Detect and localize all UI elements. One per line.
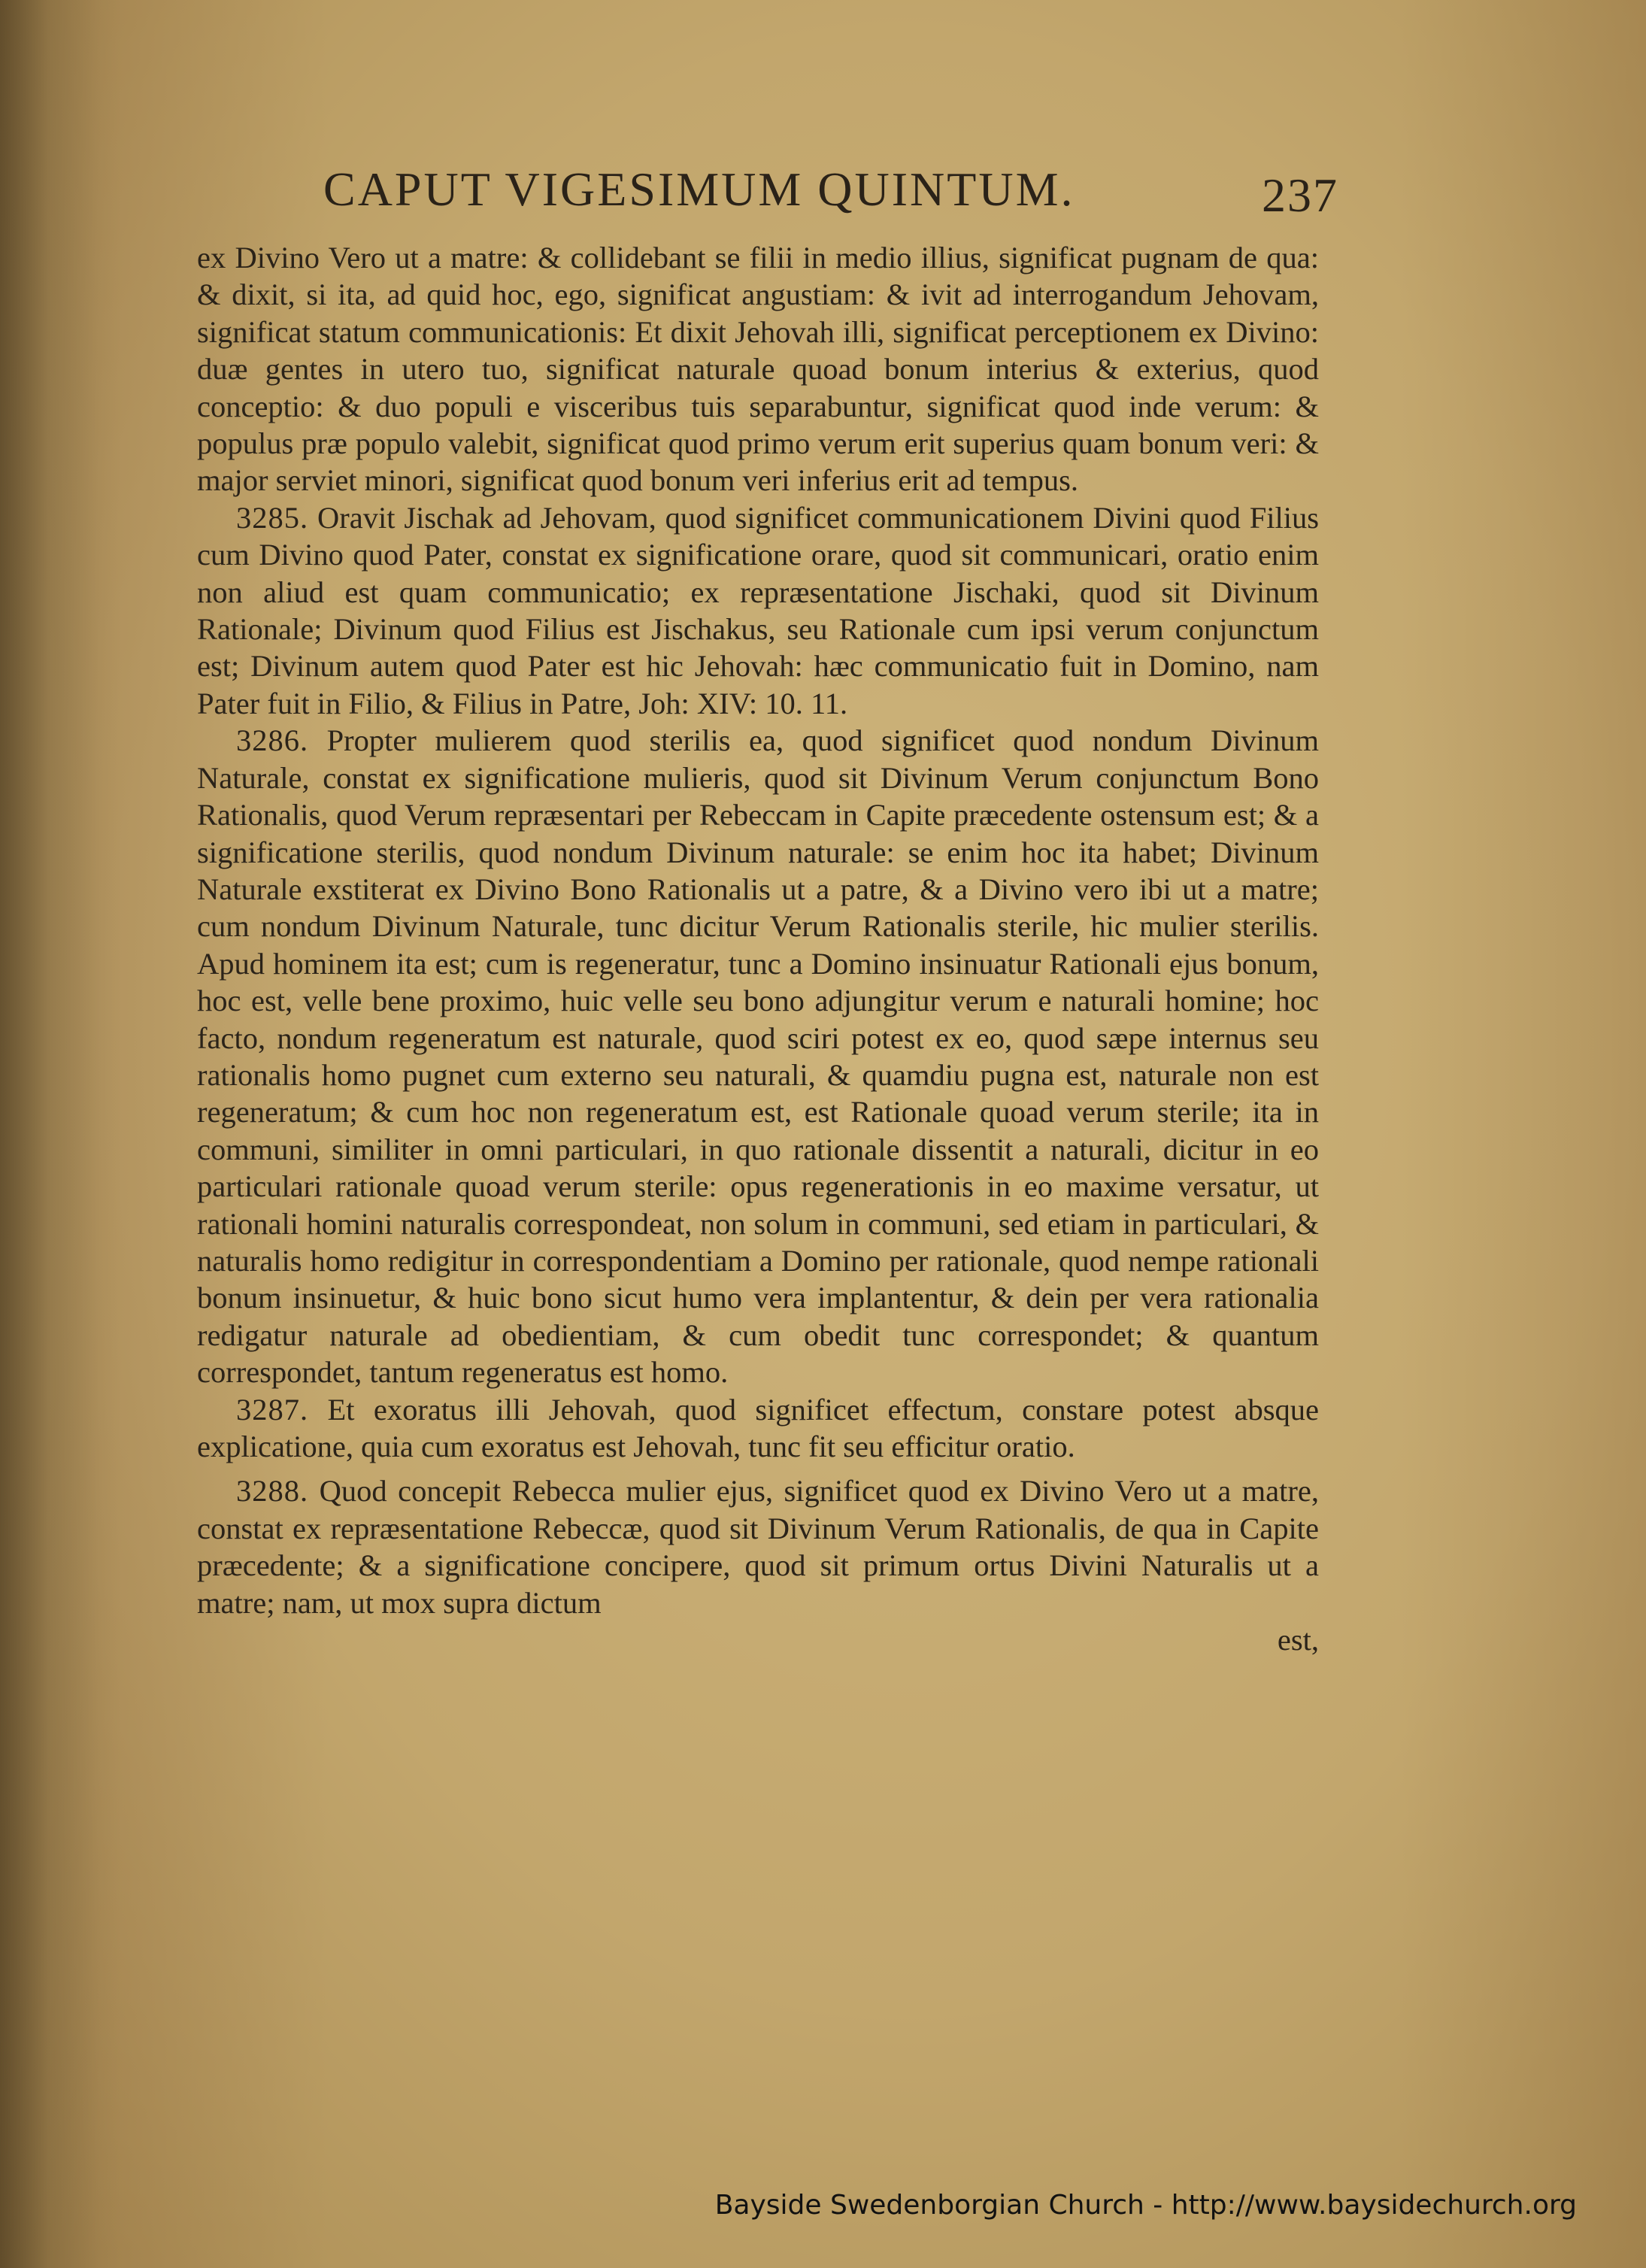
body-text bbox=[197, 239, 1319, 1939]
paragraph-text: Propter mulierem quod sterilis ea, quod significet quod nondum Divinum Naturale, constat ex significatione mulieris, quod sit Divinum Verum conjunctum Bono Rationalis, quod Verum repræsentari per Rebeccam in Capite præcedente ostensum est; & a significatione sterilis, quod nondum Divinum naturale: se enim hoc ita habet; Divinum Naturale exstiterat ex Divino Bono Rationalis ut a patre, & a Divino vero ibi ut a matre; cum nondum Divinum Naturale, tunc dicitur Verum Rationalis sterile, hic mulier sterilis. Apud hominem ita est; cum is regeneratur, tunc a Domino insinuatur Rationali ejus bonum, hoc est, velle bene proximo, huic velle seu bono adjungitur verum e naturali homine; hoc facto, nondum regeneratum est naturale, quod sciri potest ex eo, quod sæpe internus seu rationalis homo pugnet cum externo seu naturali, & quamdiu pugna est, naturale non est regeneratum; & cum hoc non regeneratum est, est Rationale quoad verum sterile; ita in communi, similiter in omni particulari, in quo rationale dissentit a naturali, dicitur in eo particulari rationale quoad verum sterile: opus regenerationis in eo maxime versatur, ut rationali homini naturalis correspondeat, non solum in communi, sed etiam in particulari, & naturalis homo redigitur in correspondentiam a Domino per rationale, quod nempe rationali bonum insinuetur, & huic bono sicut humo vera implantentur, & dein per vera rationalia redigatur naturale ad obedientiam, & cum obedit tunc correspondet; & quantum correspondet, tantum regeneratus est homo. bbox=[197, 723, 1319, 1390]
paragraph-3288 bbox=[197, 1472, 1319, 1621]
paragraph-number: 3287. bbox=[236, 1392, 309, 1427]
paragraph-3286 bbox=[197, 722, 1319, 1390]
paragraph-number: 3288. bbox=[236, 1474, 309, 1508]
paragraph-continuation bbox=[197, 239, 1319, 499]
paragraph-3287 bbox=[197, 1391, 1319, 1466]
paragraph-text: Oravit Jischak ad Jehovam, quod significet communicationem Divini quod Filius cum Divino quod Pater, constat ex significatione orare, quod sit communicari, oratio enim non aliud est quam communicatio; ex repræsentatione Jischaki, quod sit Divinum Rationale; Divinum quod Filius est Jischakus, seu Rationale cum ipsi verum conjunctum est; Divinum autem quod Pater est hic Jehovah: hæc communicatio fuit in Domino, nam Pater fuit in Filio, & Filius in Patre, Joh: XIV: 10. 11. bbox=[197, 500, 1319, 720]
paragraph-number: 3285. bbox=[236, 500, 309, 535]
spine-shadow bbox=[0, 0, 120, 2268]
running-title: CAPUT VIGESIMUM QUINTUM. bbox=[323, 162, 1075, 216]
paragraph-number: 3286. bbox=[236, 723, 309, 758]
paragraph-text: Et exoratus illi Jehovah, quod significet effectum, constare potest absque explicatione, quia cum exoratus est Jehovah, tunc fit seu efficitur oratio. bbox=[197, 1392, 1319, 1463]
paragraph-3285 bbox=[197, 499, 1319, 722]
catchword: est, bbox=[1277, 1623, 1319, 1657]
paragraph-text: ex Divino Vero ut a matre: & collidebant se filii in medio illius, significat pugnam de qua: & dixit, si ita, ad quid hoc, ego, significat angustiam: & ivit ad interrogandum Jehovam, significat statum communicationis: Et dixit Jehovah illi, significat perceptionem ex Divino: duæ gentes in utero tuo, significat naturale quoad bonum interius & exterius, quod conceptio: & duo populi e visceribus tuis separabuntur, significat quod inde verum: & populus præ populo valebit, significat quod primo verum erit superius quam bonum veri: & major serviet minori, significat quod bonum veri inferius erit ad tempus. bbox=[197, 241, 1319, 498]
paragraph-text: Quod concepit Rebecca mulier ejus, significet quod ex Divino Vero ut a matre, constat ex repræsentatione Rebeccæ, quod sit Divinum Verum Rationalis, de qua in Capite præcedente; & a significatione concipere, quod sit primum ortus Divini Naturalis ut a matre; nam, ut mox supra dictum bbox=[197, 1474, 1319, 1620]
watermark-caption: Bayside Swedenborgian Church - http://www.baysidechurch.org bbox=[714, 2190, 1577, 2221]
page-header bbox=[196, 162, 1338, 229]
page-number: 237 bbox=[1262, 168, 1338, 222]
